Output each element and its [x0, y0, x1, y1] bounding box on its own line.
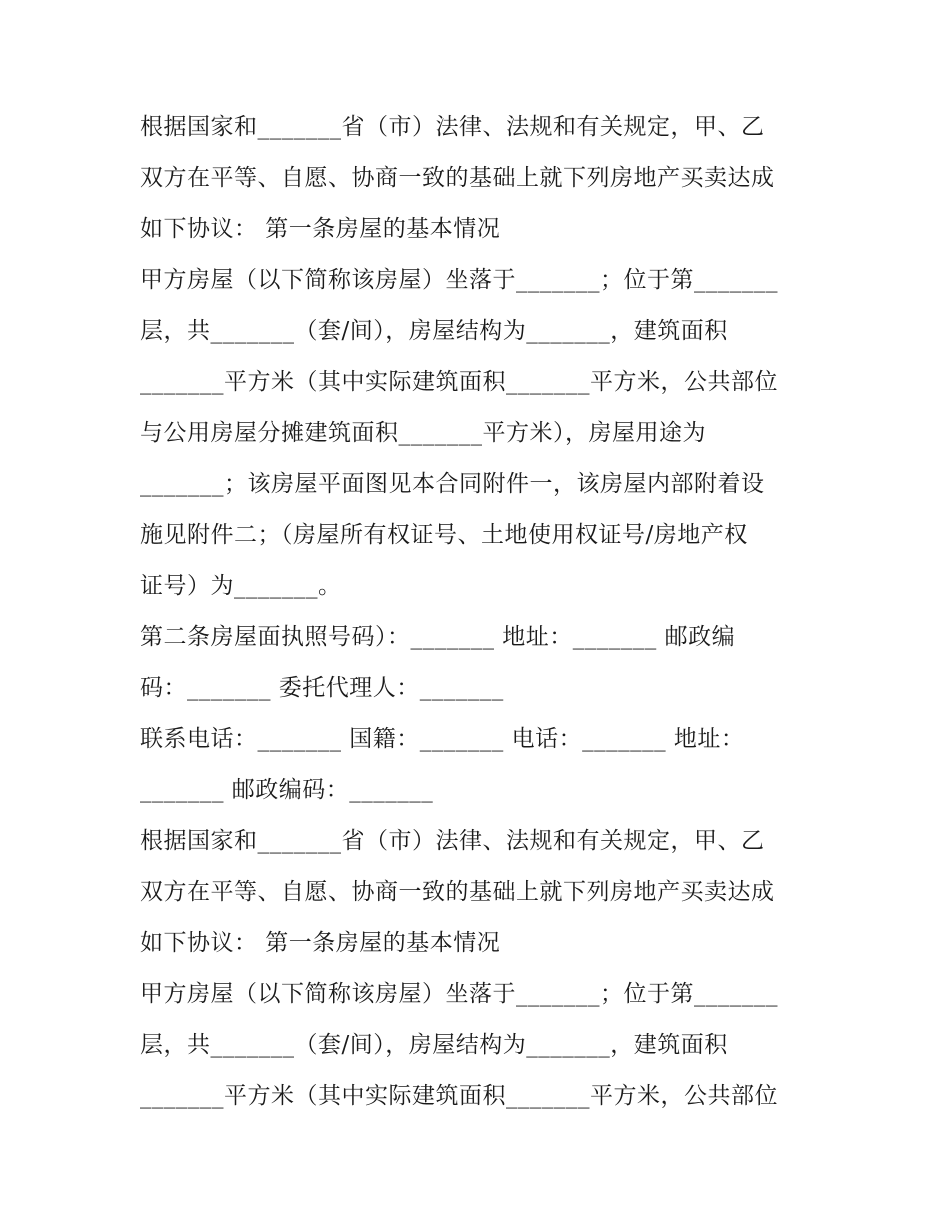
text-line: 第二条房屋面执照号码）：_______ 地址：_______ 邮政编: [140, 624, 736, 650]
text-line: 双方在平等、自愿、协商一致的基础上就下列房地产买卖达成: [140, 165, 775, 191]
text-line: 层，共_______（套/间），房屋结构为_______，建筑面积: [140, 318, 728, 344]
text-line: 码：_______ 委托代理人：_______: [140, 675, 504, 701]
text-line: 根据国家和_______省（市）法律、法规和有关规定，甲、乙: [140, 114, 765, 140]
text-line: _______平方米（其中实际建筑面积_______平方米，公共部位: [140, 1083, 778, 1109]
text-line: 层，共_______（套/间），房屋结构为_______，建筑面积: [140, 1032, 728, 1058]
text-line: 与公用房屋分摊建筑面积_______平方米），房屋用途为: [140, 420, 706, 446]
text-line: _______；该房屋平面图见本合同附件一，该房屋内部附着设: [140, 471, 765, 497]
document-page: [140, 102, 820, 1122]
text-line: 双方在平等、自愿、协商一致的基础上就下列房地产买卖达成: [140, 879, 775, 905]
text-line: 甲方房屋（以下简称该房屋）坐落于_______；位于第_______: [140, 981, 778, 1007]
text-line: _______平方米（其中实际建筑面积_______平方米，公共部位: [140, 369, 778, 395]
text-line: 如下协议： 第一条房屋的基本情况: [140, 930, 501, 956]
text-line: 如下协议： 第一条房屋的基本情况: [140, 216, 501, 242]
text-line: 证号）为_______。: [140, 573, 342, 599]
text-line: 联系电话：_______ 国籍：_______ 电话：_______ 地址：: [140, 726, 745, 752]
text-line: 甲方房屋（以下简称该房屋）坐落于_______；位于第_______: [140, 267, 778, 293]
text-line: _______ 邮政编码：_______: [140, 777, 434, 803]
text-line: 施见附件二；（房屋所有权证号、土地使用权证号/房地产权: [140, 522, 748, 548]
text-line: 根据国家和_______省（市）法律、法规和有关规定，甲、乙: [140, 828, 765, 854]
